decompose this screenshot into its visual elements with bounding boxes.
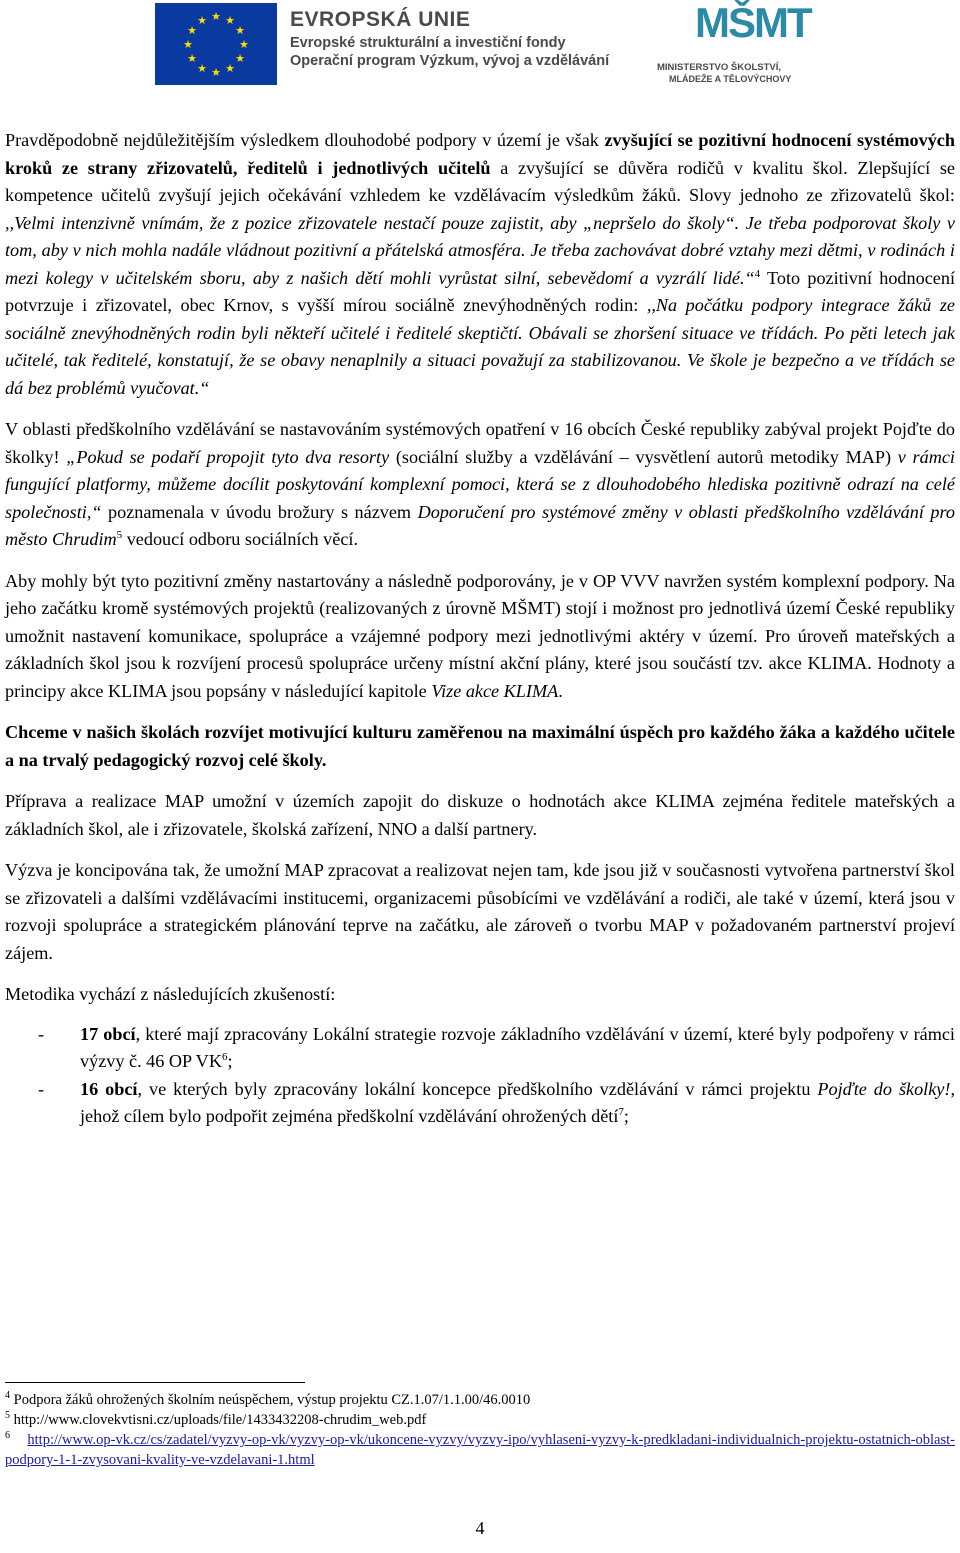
text: Aby mohly být tyto pozitivní změny nastartovány a následně podporovány, je v OP VVV navržen systém komplexní podpory. Na jeho začátku kromě systémových projektů (realizovaných z úrovně MŠMT) stojí i možnost pro jednotlivá území České republiky umožnit nastavení komunikace, spolupráce a vzájemné podpory mezi jednotlivými aktéry v území. Pro úroveň mateřských a základních škol jsou k rozvíjení procesů spolupráce určeny místní akční plány, které jsou součástí tzv. akce KLIMA. Hodnoty a principy akce KLIMA jsou popsány v následující kapitole [5,570,955,701]
svg-text:★: ★ [211,66,221,79]
list-item [5,1021,955,1076]
text: Toto pozitivní hodnocení potvrzuje i zřizovatel, obec Krnov, s vyšší mírou sociálně znevýhodněných rodin: [5,267,956,315]
text: , které mají zpracovány Lokální strategie rozvoje základního vzdělávání v území, které byly podpořeny v rámci výzvy č. 46 OP VK [80,1023,955,1071]
svg-text:★: ★ [183,38,193,51]
footnote-number: 5 [5,1410,10,1422]
text: (sociální služby a vzdělávání – vysvětlení autorů metodiky MAP) [389,446,898,467]
paragraph-5: Příprava a realizace MAP umožní v územích zapojit do diskuze o hodnotách akce KLIMA zejména ředitele mateřských a základních škol, ale i zřizovatele, školská zařízení, NNO a další partnery. [5,791,955,839]
svg-text:★: ★ [235,52,245,65]
svg-text:★: ★ [187,52,197,65]
eu-flag-logo [155,3,277,85]
ministry-mark: MŠMT [695,0,811,46]
chapter-ref: Vize akce KLIMA [431,680,559,701]
footnote-4 [5,1390,955,1410]
eu-title: EVROPSKÁ UNIE [290,8,471,31]
paragraph-7: Metodika vychází z následujících zkušeností: [5,984,336,1004]
text: 17 obcí [80,1023,136,1044]
list-item [5,1076,955,1131]
svg-text:★: ★ [239,38,249,51]
eu-subtitle-1: Evropské strukturální a investiční fondy [290,35,566,51]
quote: ,,Velmi intenzivně vnímám, že z pozice zřizovatele nestačí pouze zajistit, aby „nepršelo do školy“. Je třeba podporovat školy v tom, aby v nich mohla nadále vládnout pozitivní a přátelská atmosféra. Je třeba zachovávat dobré vztahy mezi dětmi, v rodinách i mezi kolegy v učitelském sboru, aby z našich dětí mohli vyrůstat silní, sebevědomí a vyzrálí lidé.“ [5,212,955,288]
footnote-separator [5,1382,305,1383]
emphasis-bold: zvyšující se pozitivní hodnocení systémových kroků ze strany zřizovatelů, ředitelů i jednotlivých učitelů [5,130,955,178]
eu-logo-text [290,8,609,69]
list-dash: - [38,1078,45,1099]
footnote-ref: 4 [754,267,761,280]
paragraph-2 [5,416,955,554]
text: Pravděpodobně nejdůležitějším výsledkem dlouhodobé podpory v území je však [5,130,605,150]
eu-stars-icon [155,3,277,85]
text: vedoucí odboru sociálních věcí. [122,529,359,549]
eu-subtitle-2: Operační program Výzkum, vývoj a vzdělávání [290,53,610,69]
ministry-name-2: MLÁDEŽE A TĚLOVÝCHOVY [669,74,792,84]
footnote-text: http://www.clovekvtisni.cz/uploads/file/1433432208-chrudim_web.pdf [10,1412,427,1428]
footnote-number: 4 [5,1390,10,1402]
paragraph-1 [5,127,955,402]
document-body [5,127,955,1131]
paragraph-3 [5,568,955,706]
page-header [0,0,960,90]
quote: v rámci fungující platformy, můžeme docílit poskytování komplexní pomoci, která se z dlouhodobého hlediska pozitivně odrazí na celé společnosti,“ [5,446,955,522]
footnote-ref: 6 [221,1050,228,1063]
paragraph-6: Výzva je koncipována tak, že umožní MAP zpracovat a realizovat nejen tam, kde jsou již v současnosti vytvořena partnerství škol se zřizovateli a dalšími vzdělávacími institucemi, organizacemi působícími ve vzdělávání a rodiči, ale také v území, která jsou v rozvoji spolupráce a strategickém plánování teprve na začátku, ale zároveň o tvorbu MAP v požadovaném partnerství projeví zájem. [5,860,955,963]
svg-text:★: ★ [225,14,235,27]
footnote-text: Podpora žáků ohrožených školním neúspěchem, výstup projektu CZ.1.07/1.1.00/46.0010 [10,1392,531,1408]
experience-list [5,1021,955,1131]
svg-text:★: ★ [187,24,197,37]
ministry-name-1: MINISTERSTVO ŠKOLSTVÍ, [657,62,782,73]
footnotes [5,1390,955,1470]
svg-text:★: ★ [235,24,245,37]
quote: ,,Na počátku podpory integrace žáků ze sociálně znevýhodněných rodin byli někteří učitelé i ředitelé skeptičtí. Obávali se zhoršení situace ve třídách. Po pěti letech jak učitelé, tak ředitelé, konstatují, že se obavy nenaplnily a situaci považují za stabilizovanou. Ve škole je bezpečno a ve třídách se dá bez problémů vyučovat.“ [5,295,956,398]
paragraph-4-bold [5,719,955,774]
text: ; [623,1106,629,1126]
mission-statement: Chceme v našich školách rozvíjet motivující kulturu zaměřenou na maximální úspěch pro každého žáka a každého učitele a na trvalý pedagogický rozvoj celé školy. [5,722,955,770]
text: , ve kterých byly zpracovány lokální koncepce předškolního vzdělávání v rámci projektu [137,1078,818,1099]
text: poznamenala v úvodu brožury s názvem [101,501,418,522]
ministry-logo [655,2,820,88]
quote: „Pokud se podaří propojit tyto dva resorty [66,446,390,467]
list-dash: - [38,1023,45,1044]
footnote-5 [5,1410,955,1430]
text: . [558,680,563,701]
text: V oblasti předškolního vzdělávání se nastavováním systémových opatření v 16 obcích České republiky zabýval projekt Pojďte do školky! [5,419,955,467]
title-italic: Doporučení pro systémové změny v oblasti předškolního vzdělávání pro město Chrudim [5,501,955,549]
footnote-6 [5,1430,955,1470]
footnote-link[interactable]: http://www.op-vk.cz/cs/zadatel/vyzvy-op-vk/vyzvy-op-vk/ukoncene-vyzvy/vyzvy-ipo/vyhlaseni-vyzvy-k-predkladani-individualnich-projektu-ostatnich-oblast-podpory-1-1-zvysovani-kvality-ve-vzdelavani-1.html [5,1432,955,1468]
svg-text:★: ★ [211,10,221,23]
text: ; [227,1051,233,1071]
svg-text:★: ★ [197,62,207,75]
project-name: Pojďte do školky! [817,1078,951,1099]
footnote-ref: 7 [618,1105,624,1118]
footnote-ref: 5 [116,528,123,541]
svg-text:★: ★ [225,62,235,75]
svg-text:★: ★ [197,14,207,27]
text: , jehož cílem bylo podpořit zejména předškolní vzdělávání ohrožených dětí [80,1078,955,1126]
text: 16 obcí [80,1078,138,1099]
page-number: 4 [475,1518,485,1538]
footnote-number: 6 [5,1430,10,1442]
text: a zvyšující se důvěra rodičů v kvalitu škol. Zlepšující se kompetence učitelů zvyšují jejich očekávání vzhledem ke vzdělávacím výsledkům žáků. Slovy jednoho ze zřizovatelů škol: [5,157,955,205]
